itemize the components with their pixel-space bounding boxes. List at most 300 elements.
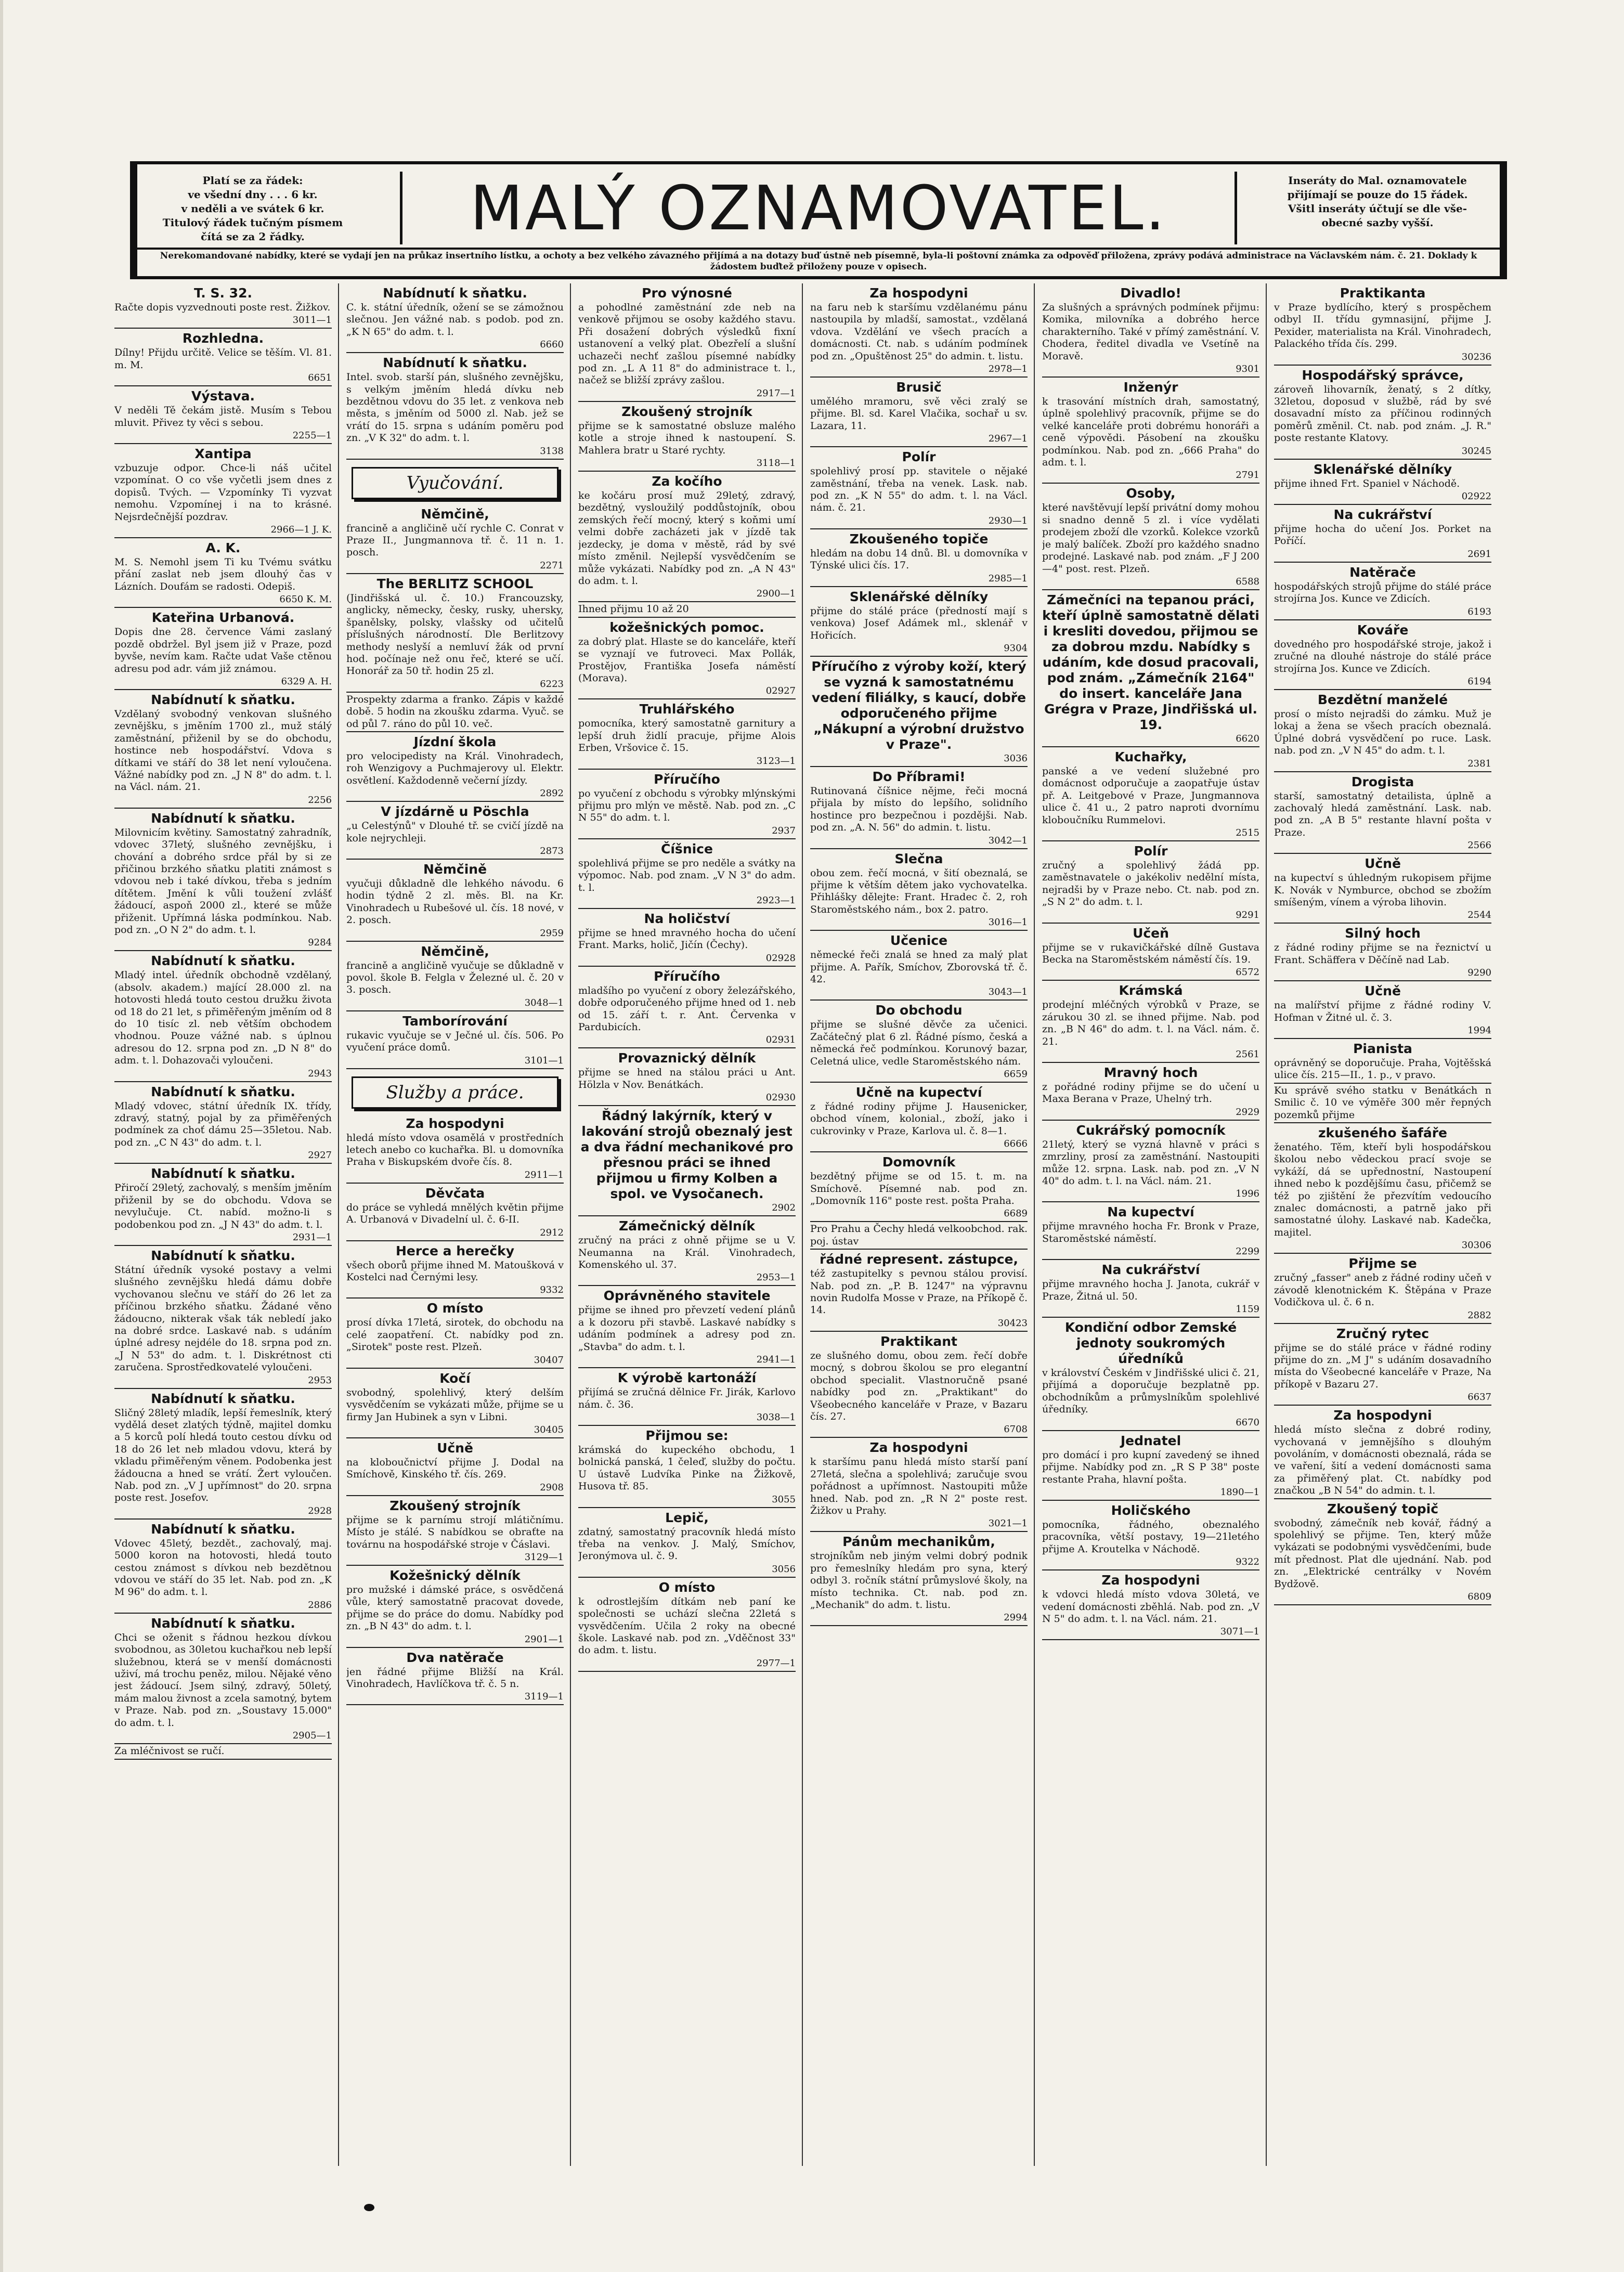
ad-code: 6588: [1236, 576, 1259, 587]
ad-body: na faru neb k staršímu vzdělanému pánu nastoupila by mladší, samostat., vzdělaná vdova. Vzdělání ve všech pracích a domácnosti. Ct. nab. s udáním podmínek pod zn. „Opuštěnost 25" do admin. t. listu.: [810, 302, 1028, 362]
section-banner-sluzby: Služby a práce.: [352, 1076, 558, 1109]
ad-divider: [346, 459, 564, 460]
classified-ad: [810, 1223, 1028, 1250]
ad-body: k trasování místních drah, samostatný, úplně spolehlivý pracovník, přijme se do velké kanceláře proti dobrému honoráři a ceně výpovědi. Pásobení na zkoušku podmínkou. Nab. pod zn. „666 Praha" do adm. t. l.: [1042, 396, 1259, 469]
ad-heading: Do obchodu: [875, 1003, 963, 1018]
ad-body: na kupectví s úhledným rukopisem přijme K. Novák v Nymburce, obchod se zbožím smíšeným, vínem a výroba lihovin.: [1274, 872, 1491, 908]
ad-body: přijme ihned Frt. Spaniel v Náchodě.: [1274, 477, 1460, 489]
ad-divider: [810, 766, 1028, 767]
ad-body: ze slušného domu, obou zem. řečí dobře mocný, s dobrou školou se pro elegantní obchod specialit. Vlastnoručně psané nabídky pod zn. „Praktikant" do Všeobecného kanceláře v Praze, v Bazaru čís. 27.: [810, 1349, 1028, 1422]
ad-body: všech oborů přijme ihned M. Matoušková v Kostelci nad Černými lesy.: [346, 1259, 564, 1283]
classified-ad: [346, 1301, 564, 1368]
ad-divider: [1274, 365, 1491, 366]
ad-code: 9301: [1236, 363, 1259, 375]
title-frame: [400, 172, 1237, 244]
ad-divider: [1274, 1038, 1491, 1039]
ad-divider: [578, 838, 796, 839]
ad-body: na malířství přijme z řádné rodiny V. Hofman v Žitné ul. č. 3.: [1274, 999, 1491, 1023]
ad-heading: Zkoušený strojník: [621, 404, 752, 419]
ad-code: 2905—1: [292, 1730, 332, 1742]
ad-heading: Nabídnutí k sňatku.: [151, 692, 295, 707]
classified-ad: [1042, 1262, 1259, 1318]
ad-heading: Výstava.: [191, 388, 255, 404]
ad-heading: Domovník: [882, 1154, 956, 1170]
ad-heading: Učně: [1365, 856, 1401, 872]
ad-code: 3038—1: [756, 1411, 796, 1423]
ad-code: 2978—1: [988, 363, 1028, 375]
ad-code: 3138: [540, 445, 564, 457]
ad-divider: [114, 443, 332, 444]
ad-heading: Holičského: [1111, 1502, 1191, 1518]
ad-divider: [810, 586, 1028, 587]
column-5: [1042, 283, 1259, 2166]
ad-code: 2959: [540, 927, 564, 939]
classified-ad: [578, 603, 796, 617]
ad-heading: Kateřina Urbanová.: [151, 610, 295, 626]
ad-code: 30306: [1461, 1240, 1491, 1251]
classified-ad: [810, 659, 1028, 767]
ad-heading: Za hospodyni: [1333, 1408, 1432, 1423]
ad-code: 6572: [1236, 967, 1259, 978]
ad-body: přijímá se zručná dělnice Fr. Jirák, Karlovo nám. č. 36.: [578, 1386, 796, 1410]
ad-heading: Brusič: [896, 380, 942, 395]
ad-body: pro velocipedisty na Král. Vinohradech, roh Wenzigovy a Puchmajerovy ul. Elektr. osvětlení. Každodenně večerní jízdy.: [346, 750, 564, 786]
column-3: [578, 283, 796, 2166]
ad-code: 6659: [1004, 1069, 1028, 1080]
ad-code: 1996: [1236, 1188, 1259, 1200]
classified-ad: [810, 285, 1028, 378]
ad-divider: [578, 1577, 796, 1578]
ad-divider: [1042, 483, 1259, 484]
ad-code: 9284: [308, 937, 332, 949]
ad-body: obou zem. řečí mocná, v šití obeznalá, se přijme k větším dětem jako vychovatelka. Přihlášky dělejte: Frant. Hradec č. 2, roh Staroměstského nám., box 2. patro.: [810, 867, 1028, 915]
ad-body: z řádné rodiny přijme J. Hausenicker, obchod vínem, kolonial., zboží, jako i cukrovinky v Praze, Karlova ul. č. 8—1.: [810, 1101, 1028, 1137]
ad-body: Dílny! Přijdu určitě. Velice se těším. Vl. 81. m. M.: [114, 347, 332, 371]
ad-divider: [346, 573, 564, 574]
classified-ad: [346, 944, 564, 1011]
classified-ad: [114, 1616, 332, 1744]
ad-code: 2791: [1236, 470, 1259, 481]
ad-divider: [578, 769, 796, 770]
ad-body: Intel. svob. starší pán, slušného zevnějšku, s velkým jměním hledá dívku neb bezdětnou vdovu do 35 let. z venkova neb města, s jměním od 5000 zl. Nab. jež se vrátí do 15. srpna s udáním poměru pod zn. „V K 32" do adm. t. l.: [346, 371, 564, 444]
classified-ad: [810, 1154, 1028, 1222]
ad-divider: [1274, 923, 1491, 924]
classified-ad: [810, 449, 1028, 529]
ad-heading: Bezdětní manželé: [1317, 692, 1448, 707]
classified-ad: [1042, 1503, 1259, 1570]
ad-divider: [578, 1285, 796, 1286]
ad-divider: [1274, 771, 1491, 772]
ad-code: 02930: [765, 1092, 796, 1103]
ad-body: Dopis dne 28. července Vámi zaslaný pozdě obdržel. Byl jsem již v Praze, pozd byvše, nevím kam. Račte udat Vaše ctěnou adresu pod adr. vám již známou.: [114, 626, 332, 674]
ad-divider: [1274, 689, 1491, 690]
classified-ad: [578, 702, 796, 769]
ad-body: Státní úředník vysoké postavy a velmi slušného zevnějšku hledá dámu dobře vychovanou slečnu ve stáří do 26 let za příčinou brzkého sňatku. Žádané věno žádoucno, nikterak však ták nebledí jako na dobré srdce. Laskavé nab. s udáním úplné adresy nejdéle do 18. srpna pod zn. „J N 53" do adm. t. l. Diskrétnost cti zaručena. Sprostředkovatelé vyloučeni.: [114, 1264, 332, 1373]
ad-code: 2967—1: [988, 433, 1028, 445]
classified-ad: [346, 355, 564, 459]
ad-code: 30405: [534, 1424, 564, 1435]
ad-body: hledá místo slečna z dobré rodiny, vychovaná v jemnějšího s dlouhým povoláním, v domácnosti obeznalá, ráda se ve vaření, šití a vedení domácnosti sama za přiměřený plat. Ct. nabídky pod značkou „B N 54" do admin. t. l.: [1274, 1424, 1491, 1497]
ad-heading: Kondiční odbor Zemské jednoty soukromých úředníků: [1064, 1320, 1237, 1367]
classified-ad: [1274, 983, 1491, 1039]
ad-heading: Polír: [902, 449, 936, 465]
ad-heading: Němčině,: [421, 506, 489, 522]
ad-body: z pořádné rodiny přijme se do učení u Maxa Berana v Praze, Uhelný trh.: [1042, 1081, 1259, 1105]
ad-body: panské a ve vedení služebné pro domácnost odporučuje a zaopatřuje ústav př. A. Leitgebové v Praze, Jungmannova ulice č. 41 u., 2 patro naproti dvornímu kloboučníku Rummelovi.: [1042, 765, 1259, 826]
ad-divider: [114, 1081, 332, 1082]
ad-heading: Nabídnutí k sňatku.: [151, 1248, 295, 1263]
ad-code: 3042—1: [988, 835, 1028, 846]
ad-code: 2561: [1236, 1049, 1259, 1060]
ad-divider: [810, 1249, 1028, 1250]
rules-box: Inseráty do Mal. oznamovatele přijímají se pouze do 15 řádek. Všitl inseráty účtují se dle vše- obecné sazby vyšší.: [1287, 174, 1468, 229]
ad-body: bezdětný přijme se od 15. t. m. na Smíchově. Písemné nab. pod zn. „Domovník 116" poste rest. pošta Praha.: [810, 1171, 1028, 1207]
ad-code: 2927: [308, 1150, 332, 1161]
ink-mark: [364, 2204, 374, 2211]
ad-body: zručný a spolehlivý žádá pp. zaměstnavatele o jakékoliv nedělní místa, nejradši by v Praze nebo. Ct. nab. pod zn. „S N 2" do adm. t. l.: [1042, 859, 1259, 908]
ad-divider: [578, 1215, 796, 1216]
column-divider: [1266, 283, 1267, 2166]
classified-ad: [346, 1243, 564, 1299]
ad-code: 6194: [1467, 676, 1491, 687]
ad-heading: Nabídnutí k sňatku.: [383, 285, 527, 301]
ad-heading: Truhlářského: [639, 702, 735, 717]
ad-divider: [346, 1565, 564, 1566]
ad-heading: Za hospodyni: [869, 285, 968, 301]
ad-code: 6193: [1467, 606, 1491, 617]
ad-divider: [1042, 840, 1259, 841]
ad-heading: Němčině,: [421, 943, 489, 959]
ad-body: které navštěvují lepší privátní domy mohou si snadno denně 5 zl. i více vydělati prodejem zboží dle vzorků. Kolekce vzorků je malý balíček. Zboží pro každého snadno prodejné. Laskavé nab. pod znám. „F J 200—4" post. rest. Plzeň.: [1042, 502, 1259, 575]
ad-divider: [578, 1367, 796, 1368]
ad-heading: Kočí: [439, 1370, 471, 1386]
ad-heading: Děvčata: [425, 1185, 485, 1201]
ad-code: 02927: [765, 685, 796, 697]
header-note: Nerekomandované nabídky, které se vydají jen na průkaz insertního lístku, a ochoty a bez velkého závazného přijímá a na dotazy buď ústně neb písemně, byla-li poštovní známka za odpověď přiložena, zprávy podává administrace na Václavském nám. č. 21. Doklady k žádostem buďtež přiloženy pouze v opisech.: [160, 251, 1477, 272]
ad-code: 6637: [1467, 1392, 1491, 1403]
classified-ad: [810, 380, 1028, 447]
classified-ad: [1274, 1256, 1491, 1323]
classified-ad: [114, 446, 332, 538]
ad-heading: Oprávněného stavitele: [603, 1288, 771, 1304]
ad-heading: Němčině: [423, 861, 487, 877]
classified-ad: [114, 1248, 332, 1389]
ad-code: 2256: [308, 794, 332, 806]
ad-heading: T. S. 32.: [194, 285, 252, 301]
page-edge: [0, 0, 3, 2272]
classified-ad: [1274, 368, 1491, 460]
classified-ad: [346, 804, 564, 860]
classified-ad: [578, 620, 796, 700]
ad-body: pro domácí i pro kupní zavedený se ihned přijme. Nabídky pod zn. „R S P 38" poste restante Praha, hlavní pošta.: [1042, 1449, 1259, 1485]
column-divider: [338, 283, 339, 2166]
ad-body: v království Českém v Jindřišské ulici č. 21, přijímá a doporučuje bezplatně pp. obchodníkům a průmyslníkům spolehlivé úředníky.: [1042, 1367, 1259, 1416]
classified-ad: [578, 1108, 796, 1216]
ad-body: rukavic vyučuje se v Ječné ul. čís. 506. Po vyučení práce domů.: [346, 1029, 564, 1054]
ad-body: v Praze bydlícího, který s prospěchem odbyl II. třídu gymnasijní, přijme J. Pexider, materialista na Král. Vinohradech, Palackého třída čís. 299.: [1274, 302, 1491, 350]
classified-ad: [578, 969, 796, 1049]
ad-divider: [1274, 459, 1491, 460]
ad-code: 1994: [1467, 1025, 1491, 1036]
header-divider: [137, 248, 1500, 250]
ad-divider: [346, 1437, 564, 1438]
ad-heading: Zkoušený strojník: [389, 1498, 521, 1513]
ad-body: a pohodlné zaměstnání zde neb na venkově přijmou se osoby každého stavu. Při dosažení dobrých výsledků fixní ustanovení a velký plat. Obezřelí a slušní uchazeči nechť zašlou písemné nabídky pod zn. „L A 11 8" do administrace t. l., načež se bližší zprávy zašlou.: [578, 302, 796, 386]
ad-heading: řádné represent. zástupce,: [819, 1252, 1019, 1267]
ad-heading: Provaznický dělník: [618, 1050, 756, 1066]
ad-divider: [1274, 504, 1491, 505]
ad-divider: [1274, 562, 1491, 563]
ad-code: 6666: [1004, 1138, 1028, 1150]
classified-ad: [1274, 462, 1491, 505]
ad-code: 3119—1: [524, 1691, 564, 1703]
ad-body: k vdovci hledá místo vdova 30letá, ve vedení domácnosti zběhlá. Nab. pod zn. „V N 5" do adm. t. l. na Václ. nám. 21.: [1042, 1589, 1259, 1625]
classified-ad: [810, 851, 1028, 931]
ad-code: 2299: [1236, 1246, 1259, 1257]
ad-heading: Nabídnutí k sňatku.: [151, 1615, 295, 1631]
ad-heading: Osoby,: [1126, 486, 1176, 501]
classified-ad: [1042, 1065, 1259, 1121]
ad-body: přijme se k samostatné obsluze malého kotle a stroje ihned k nastoupení. S. Mahlera bratr u Staré rychty.: [578, 420, 796, 456]
ad-divider: [346, 1704, 564, 1705]
column-divider: [570, 283, 571, 2166]
ad-code: 6809: [1467, 1591, 1491, 1602]
ad-heading: Přijme se: [1348, 1256, 1417, 1271]
ad-body: Vzdělaný svobodný venkovan slušného zevnějšku, s jměním 1700 zl., muž stálý zaměstnání, přiženil by se do obchodu, hostince neb hospodářství. Vdova s dítkami ve stáří do 38 let není vyloučena. Vážné nabídky pod zn. „J N 8" do adm. t. l. na Václ. nám. 21.: [114, 708, 332, 793]
ad-code: 2923—1: [756, 895, 796, 906]
ad-body: strojníkům neb jiným velmi dobrý podnik pro řemeslníky hledám pro syna, který odbyl 3. ročník státní průmyslové školy, na místo technika. Ct. nab. pod zn. „Mechanik" do adm. t. listu.: [810, 1550, 1028, 1611]
ad-heading: Za hospodyni: [1101, 1573, 1200, 1588]
ad-heading: Krámská: [1119, 983, 1183, 998]
ad-body: přijme hocha do učení Jos. Porket na Poříčí.: [1274, 523, 1491, 547]
ad-body: francině a angličině vyučuje se důkladně v povol. škole B. Felgla v Železné ul. č. 20 v 3. posch.: [346, 959, 564, 996]
ad-divider: [578, 908, 796, 909]
ad-code: 2941—1: [756, 1354, 796, 1366]
ad-body: hospodářských strojů přijme do stálé práce strojírna Jos. Kunce ve Zdicích.: [1274, 580, 1491, 605]
ad-heading: Rozhledna.: [182, 331, 264, 346]
ad-code: 2943: [308, 1068, 332, 1079]
classified-ad: [1042, 1573, 1259, 1640]
ad-body: svobodný, spolehlivý, který delším vysvědčením se vykázati může, přijme se u firmy Jan Hubinek a syn v Libni.: [346, 1386, 564, 1423]
ad-code: 3048—1: [524, 997, 564, 1008]
classified-ad: [810, 1252, 1028, 1332]
ad-divider: [1042, 1062, 1259, 1063]
ad-divider: [114, 385, 332, 386]
classified-ad: [1042, 1123, 1259, 1203]
classified-ad: [1274, 774, 1491, 854]
ad-divider: [114, 1743, 332, 1744]
ad-heading: Herce a herečky: [395, 1243, 515, 1258]
column-divider: [802, 283, 803, 2166]
page-title: MALÝ OZNAMOVATEL.: [470, 172, 1167, 244]
ad-body: Milovnicím květiny. Samostatný zahradník, vdovec 37letý, slušného zevnějšku, i chování a dobrého srdce přál by si ze přičinou brzkého sňatku platiti známost s vdovou neb i také dívkou, třeba s jedním dítětem. Jmění k vůli toužení zvlášť žádoucí, aspoň 2000 zl., které se může přiženit. Upřímná láska podmínkou. Nab. pod zn. „O N 2" do adm. t. l.: [114, 826, 332, 936]
ad-divider: [346, 1495, 564, 1496]
ad-body: vyučuji důkladně dle lehkého návodu. 6 hodin týdně 2 zl. měs. Bl. na Kr. Vinohradech u Rubešové ul. čís. 18 nové, v 2. posch.: [346, 877, 564, 926]
ad-divider: [114, 1388, 332, 1389]
classified-ad: [114, 692, 332, 809]
ad-code: 30423: [997, 1317, 1028, 1329]
ad-divider: [1274, 1083, 1491, 1084]
ad-body: Račte dopis vyzvednouti poste rest. Žižkov.: [114, 302, 331, 313]
ad-code: 30245: [1461, 445, 1491, 457]
classified-ad: [1042, 749, 1259, 841]
classified-ad: [346, 576, 564, 693]
classified-ad: [578, 911, 796, 967]
classified-ad: [346, 1014, 564, 1069]
ad-heading: Jednatel: [1120, 1433, 1181, 1448]
ad-body: prosí dívka 17letá, sirotek, do obchodu na celé zaopatření. Ct. nabídky pod zn. „Sirotek" poste rest. Plzeň.: [346, 1317, 564, 1353]
ad-heading: Nabídnutí k sňatku.: [151, 1391, 295, 1406]
ad-code: 2901—1: [524, 1633, 564, 1645]
ad-body: pomocníka, který samostatně garnitury a lepší druh židlí pracuje, přijme Alois Erben, Vršovice č. 15.: [578, 718, 796, 754]
ad-divider: [1042, 746, 1259, 747]
ad-divider: [1042, 1500, 1259, 1501]
ad-body: pro mužské i dámské práce, s osvědčená vůle, který samostatně pracovat dovede, přijme se do práce do domu. Nabídky pod zn. „B N 43" do adm. t. l.: [346, 1583, 564, 1632]
classified-ad: [578, 285, 796, 402]
classified-ad: [810, 1003, 1028, 1083]
classified-ad: [1042, 380, 1259, 484]
ad-divider: [810, 528, 1028, 529]
ad-heading: Na cukrářství: [1333, 507, 1432, 523]
ad-body: M. S. Nemohl jsem Ti ku Tvému svátku přání zaslat neb jsem dlouhý čas v Lázních. Doufám se radosti. Odepiš.: [114, 556, 332, 592]
ad-code: 02922: [1461, 491, 1491, 502]
ad-body: přijme se ihned pro převzetí vedení plánů a k dozoru při stavbě. Laskavé nabídky s udáním podmínek a adresy pod zn. „Stavba" do adm. t. l.: [578, 1304, 796, 1353]
masthead: [130, 161, 1507, 279]
classified-ad: [1042, 1320, 1259, 1431]
classified-ad: [578, 1510, 796, 1578]
ad-divider: [114, 808, 332, 809]
ad-heading: Zručný rytec: [1336, 1326, 1430, 1341]
ad-code: 1890—1: [1220, 1486, 1259, 1498]
price-box: Platí se za řádek: ve všední dny . . . 6 kr. v neděli a ve svátek 6 kr. Titulový řádek tučným písmem čítá se za 2 řádky.: [162, 174, 343, 243]
classified-ad: [114, 610, 332, 690]
ad-divider: [1042, 1639, 1259, 1640]
ad-code: 2928: [308, 1505, 332, 1516]
ad-heading: Nabídnutí k sňatku.: [383, 355, 527, 371]
ad-body: Sličný 28letý mladík, lepší řemeslník, který vydělá deset zlatých týdně, majitel domku a 5 korců polí hledá touto cestou dívku od 18 do 26 let neb mladou vdovu, která by vkladu přiměřeným věnem. Podobenka jest žádoucna a hned se vrátí. Žert vyloučen. Nab. pod zn. „V J upřímnost" do 20. srpna poste rest. Josefov.: [114, 1407, 332, 1504]
ad-code: 30407: [534, 1354, 564, 1366]
ad-heading: Učenice: [890, 933, 948, 949]
ad-divider: [578, 1507, 796, 1508]
ad-body: Za slušných a správných podmínek přijmu: Komika, milovníka a dobrého herce charakterního. Také v přímý zaměstnání. V. Chodera, ředitel divadla ve Vsetíně na Moravě.: [1042, 302, 1259, 362]
ad-code: 9291: [1236, 909, 1259, 920]
ad-code: 9332: [540, 1284, 564, 1296]
classified-ad: [114, 811, 332, 952]
ad-divider: [114, 1245, 332, 1246]
ad-heading: Natěrače: [1349, 564, 1416, 580]
ad-heading: Na kupectví: [1107, 1204, 1194, 1220]
ad-divider: [346, 859, 564, 860]
classified-ad: [1274, 1326, 1491, 1406]
column-2: [346, 283, 564, 2166]
ad-divider: [346, 731, 564, 732]
ad-code: 6670: [1236, 1417, 1259, 1428]
ad-code: 2882: [1467, 1309, 1491, 1321]
ad-heading: Na holičství: [644, 911, 730, 926]
ad-body: umělého mramoru, svě věci zralý se přijme. Bl. sd. Karel Vlačika, sochař u sv. Lazara, 11.: [810, 396, 1028, 432]
ad-divider: [346, 1068, 564, 1069]
ad-code: 2937: [772, 825, 796, 836]
ad-body: k staršímu panu hledá místo starší paní 27letá, slečna a spolehlivá; zaručuje svou pořádnost a upřímnost. Nastoupiti může hned. Nab. pod zn. „R N 2" poste rest. Žižkov u Prahy.: [810, 1456, 1028, 1516]
ad-divider: [810, 1437, 1028, 1438]
ad-divider: [1042, 923, 1259, 924]
ad-heading: Pianista: [1353, 1041, 1412, 1056]
ad-code: 6651: [308, 372, 332, 384]
ad-code: 6660: [540, 339, 564, 350]
ad-divider: [1042, 1259, 1259, 1260]
ad-heading: Hospodářský správce,: [1302, 367, 1464, 383]
ad-code: 6689: [1004, 1208, 1028, 1219]
classified-ad: [114, 1166, 332, 1246]
classified-ad: [1274, 1085, 1491, 1123]
ad-heading: Učeň: [1133, 925, 1169, 941]
ad-divider: [346, 1240, 564, 1241]
ad-heading: Cukrářský pomocník: [1076, 1122, 1226, 1138]
ad-divider: [1042, 1430, 1259, 1431]
ad-body: oprávněný se doporučuje. Praha, Vojtěšská ulice čís. 215—II., 1. p., v pravo.: [1274, 1057, 1491, 1081]
classified-ad: [346, 1116, 564, 1184]
ad-heading: Zkoušený topič: [1327, 1501, 1439, 1516]
ad-divider: [578, 1105, 796, 1106]
ad-body: spolehlivá přijme se pro neděle a svátky na výpomoc. Nab. pod znam. „V N 3" do adm. t. l.: [578, 857, 796, 893]
classified-ad: [114, 540, 332, 608]
ad-divider: [810, 1331, 1028, 1332]
ad-heading: Sklenářské dělníky: [1313, 461, 1452, 477]
ad-heading: A. K.: [205, 540, 241, 556]
ad-code: 2255—1: [292, 430, 332, 442]
ad-code: 2911—1: [524, 1169, 564, 1180]
ad-heading: Sklenářské dělníky: [849, 589, 989, 604]
ad-code: 6329 A. H.: [281, 676, 332, 687]
ad-divider: [578, 1425, 796, 1426]
ad-divider: [578, 601, 796, 602]
ad-code: 3036: [1004, 752, 1028, 764]
ad-divider: [346, 1010, 564, 1011]
ad-code: 2912: [540, 1227, 564, 1238]
ad-body: přijme se do stálé práce v řádné rodiny přijme do zn. „M J" s udáním dosavadního místa do Všeobecné kanceláře v Praze, Na příkopě v Bazaru 27.: [1274, 1342, 1491, 1390]
ad-heading: Inženýr: [1123, 380, 1178, 395]
classified-ad: [1274, 1041, 1491, 1084]
ad-heading: Učně na kupectví: [855, 1085, 982, 1100]
classified-ad: [1042, 285, 1259, 378]
column-divider: [1034, 283, 1035, 2166]
ad-divider: [1274, 1604, 1491, 1605]
ad-heading: Kožešnický dělník: [389, 1567, 521, 1583]
ad-divider: [114, 689, 332, 690]
ad-body: přijme se hned na stálou práci u Ant. Hölzla v Nov. Benátkách.: [578, 1067, 796, 1090]
ad-body: po vyučení z obchodu s výrobky mlýnskými přijmu pro mlýn ve městě. Nab. pod zn. „C N 55" do adm. t. l.: [578, 787, 796, 824]
ad-code: 02928: [765, 952, 796, 964]
classified-ad: [1274, 692, 1491, 772]
ad-code: 6620: [1236, 733, 1259, 744]
ad-body: svobodný, zámečník neb kovář, řádný a spolehlivý se přijme. Ten, který může vykázati se podobnými vysvědčeními, bude mít přednost. Plat dle ujednání. Nab. pod zn. „Elektrické centrálky v Novém Bydžově.: [1274, 1517, 1491, 1590]
ad-code: 2930—1: [988, 515, 1028, 526]
ad-divider: [1042, 589, 1259, 590]
ad-heading: Učně: [437, 1440, 473, 1456]
ad-body: ke kočáru prosí muž 29letý, zdravý, bezdětný, vysloužilý poddůstojník, obou zemských řečí mocný, který s koňmi umí velmi dobře zacházeti jak v jízdě tak jezdecky, je doma v městě, rád by své místo změnil. Nejlepší vysvědčením se může vykázati. Nabídky pod zn. „A N 43" do adm. t. l.: [578, 490, 796, 587]
ad-code: 3118—1: [756, 458, 796, 469]
ad-body: Za mléčnivost se ručí.: [114, 1745, 225, 1757]
classified-ad: [346, 694, 564, 732]
ad-heading: Příručího: [654, 771, 720, 787]
ad-code: 3056: [772, 1563, 796, 1575]
ad-body: přijme mravného hocha J. Janota, cukrář v Praze, Žitná ul. 50.: [1042, 1278, 1259, 1302]
classified-ad: [114, 1084, 332, 1164]
classified-ad: [1274, 856, 1491, 924]
classified-ad: [114, 388, 332, 444]
ad-heading: zkušeného šafáře: [1318, 1125, 1448, 1141]
classified-ad: [114, 285, 332, 329]
